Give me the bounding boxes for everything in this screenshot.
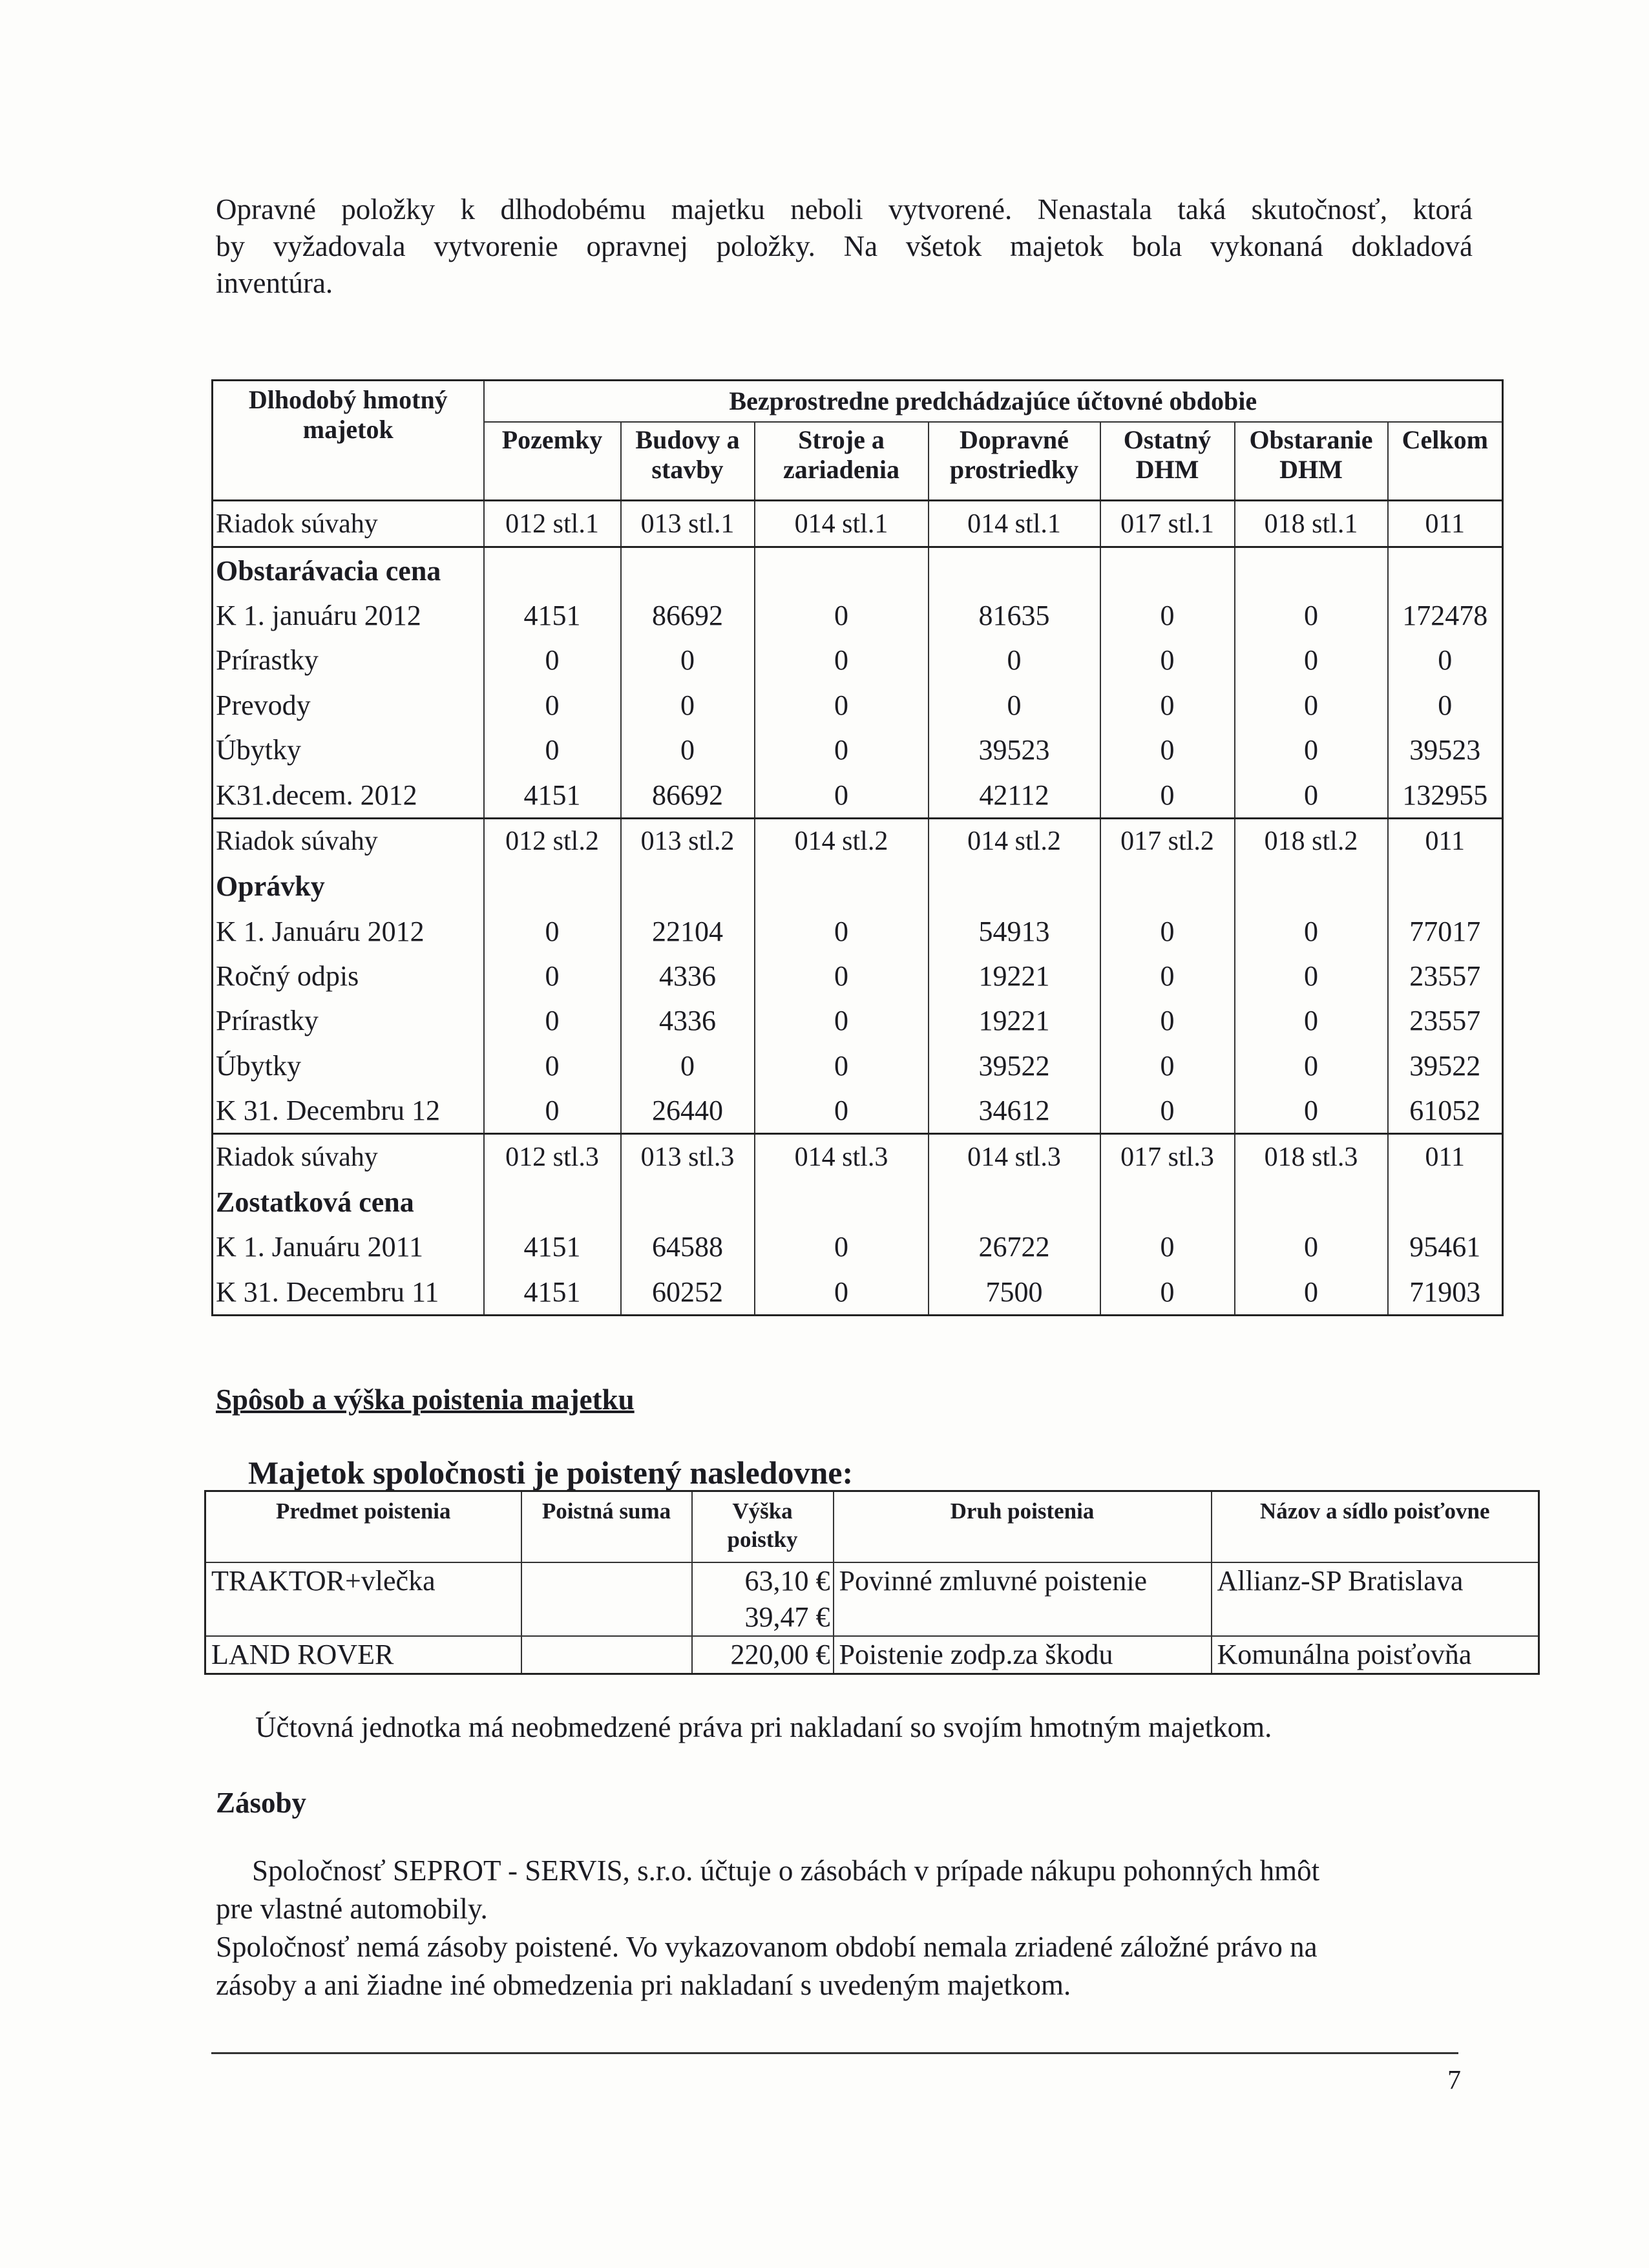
section-title: Zostatková cena (213, 1180, 484, 1224)
empty-cell (755, 1180, 929, 1224)
table-row (213, 998, 1503, 1043)
value-cell: 0 (1235, 1224, 1388, 1269)
value-cell: 22104 (621, 909, 755, 954)
balance-code: 011 (1388, 1134, 1503, 1180)
section-title-row (213, 1180, 1503, 1224)
column-header: Budovy a stavby (621, 422, 755, 501)
balance-code: 013 stl.1 (621, 501, 755, 547)
value-cell: 64588 (621, 1224, 755, 1269)
section-title-row (213, 547, 1503, 593)
value-cell: 71903 (1388, 1270, 1503, 1316)
value-cell: 4151 (484, 772, 621, 818)
balance-code: 012 stl.1 (484, 501, 621, 547)
row-label: Úbytky (213, 1044, 484, 1088)
column-header: Pozemky (484, 422, 621, 501)
footer-divider (211, 2052, 1458, 2054)
value-cell: 7500 (929, 1270, 1100, 1316)
row-label: K 1. Januáru 2011 (213, 1224, 484, 1269)
table-row (213, 683, 1503, 728)
fixed-assets-table (211, 379, 1504, 1316)
intro-line: Opravné položky k dlhodobému majetku neboli vytvorené. Nenastala taká skutočnosť, ktorá (216, 193, 1473, 226)
balance-code: 014 stl.3 (929, 1134, 1100, 1180)
row-label: Riadok súvahy (213, 818, 484, 864)
balance-code-row (213, 818, 1503, 864)
row-label: Riadok súvahy (213, 501, 484, 547)
row-label: Prírastky (213, 998, 484, 1043)
row-label: K31.decem. 2012 (213, 772, 484, 818)
value-cell: 0 (484, 683, 621, 728)
insured-subject: LAND ROVER (205, 1636, 521, 1674)
value-cell: 0 (1100, 954, 1235, 998)
empty-cell (621, 864, 755, 908)
row-label: Riadok súvahy (213, 1134, 484, 1180)
balance-code: 013 stl.2 (621, 818, 755, 864)
balance-code: 014 stl.1 (929, 501, 1100, 547)
inventory-heading: Zásoby (216, 1787, 307, 1819)
value-cell: 0 (1100, 1044, 1235, 1088)
intro-line: inventúra. (216, 267, 333, 299)
insurance-table (204, 1490, 1540, 1675)
value-cell: 0 (755, 728, 929, 772)
value-cell: 0 (755, 683, 929, 728)
empty-cell (621, 1180, 755, 1224)
value-cell: 4151 (484, 1224, 621, 1269)
value-cell: 0 (1100, 772, 1235, 818)
column-header: Názov a sídlo poisťovne (1212, 1491, 1539, 1563)
premium-value: 63,10 € (744, 1565, 830, 1597)
value-cell: 54913 (929, 909, 1100, 954)
inventory-line: zásoby a ani žiadne iné obmedzenia pri nakladaní s uvedeným majetkom. (216, 1969, 1071, 2001)
column-header: Ostatný DHM (1100, 422, 1235, 501)
value-cell: 0 (484, 998, 621, 1043)
value-cell: 19221 (929, 998, 1100, 1043)
value-cell: 0 (1235, 954, 1388, 998)
value-cell: 61052 (1388, 1088, 1503, 1134)
value-cell: 0 (484, 1088, 621, 1134)
empty-cell (484, 864, 621, 908)
empty-cell (1388, 547, 1503, 593)
value-cell: 0 (1235, 1270, 1388, 1316)
value-cell: 26440 (621, 1088, 755, 1134)
empty-cell (929, 864, 1100, 908)
balance-code: 017 stl.3 (1100, 1134, 1235, 1180)
empty-cell (929, 547, 1100, 593)
value-cell: 26722 (929, 1224, 1100, 1269)
section-title: Oprávky (213, 864, 484, 908)
balance-code: 011 (1388, 818, 1503, 864)
column-header: Predmet poistenia (205, 1491, 521, 1563)
value-cell: 0 (1100, 1270, 1235, 1316)
intro-paragraph (216, 191, 1473, 302)
insured-sum (521, 1562, 692, 1636)
value-cell: 39523 (929, 728, 1100, 772)
premium-cell (692, 1562, 834, 1636)
balance-code: 011 (1388, 501, 1503, 547)
value-cell: 0 (484, 909, 621, 954)
value-cell: 0 (929, 683, 1100, 728)
inventory-line: pre vlastné automobily. (216, 1893, 488, 1925)
value-cell: 95461 (1388, 1224, 1503, 1269)
table-row (213, 1044, 1503, 1088)
value-cell: 86692 (621, 772, 755, 818)
value-cell: 23557 (1388, 998, 1503, 1043)
value-cell: 0 (1235, 593, 1388, 638)
column-header: Stroje a zariadenia (755, 422, 929, 501)
value-cell: 0 (484, 954, 621, 998)
value-cell: 0 (1235, 683, 1388, 728)
insurance-note: Účtovná jednotka má neobmedzené práva pri nakladaní so svojím hmotným majetkom. (255, 1711, 1272, 1743)
value-cell: 0 (484, 728, 621, 772)
section-title-row (213, 864, 1503, 908)
empty-cell (484, 1180, 621, 1224)
balance-code: 014 stl.1 (755, 501, 929, 547)
balance-code: 018 stl.2 (1235, 818, 1388, 864)
empty-cell (484, 547, 621, 593)
value-cell: 0 (755, 909, 929, 954)
table-row (205, 1562, 1539, 1636)
empty-cell (1100, 864, 1235, 908)
insurance-type: Poistenie zodp.za škodu (834, 1636, 1212, 1674)
premium-cell (692, 1636, 834, 1674)
intro-line: by vyžadovala vytvorenie opravnej položky. Na všetok majetok bola vykonaná dokladová (216, 230, 1473, 262)
value-cell: 0 (1100, 638, 1235, 682)
value-cell: 0 (1235, 998, 1388, 1043)
empty-cell (1235, 547, 1388, 593)
value-cell: 0 (621, 638, 755, 682)
value-cell: 0 (755, 954, 929, 998)
row-label: Ročný odpis (213, 954, 484, 998)
balance-code: 017 stl.1 (1100, 501, 1235, 547)
value-cell: 19221 (929, 954, 1100, 998)
value-cell: 4151 (484, 1270, 621, 1316)
value-cell: 4151 (484, 593, 621, 638)
value-cell: 81635 (929, 593, 1100, 638)
value-cell: 0 (1235, 728, 1388, 772)
section-title: Obstarávacia cena (213, 547, 484, 593)
value-cell: 132955 (1388, 772, 1503, 818)
value-cell: 0 (621, 1044, 755, 1088)
row-label: K 1. januáru 2012 (213, 593, 484, 638)
row-label: Prírastky (213, 638, 484, 682)
value-cell: 0 (1235, 909, 1388, 954)
row-label: K 31. Decembru 12 (213, 1088, 484, 1134)
value-cell: 4336 (621, 998, 755, 1043)
empty-cell (755, 547, 929, 593)
column-header: Druh poistenia (834, 1491, 1212, 1563)
value-cell: 0 (1235, 772, 1388, 818)
value-cell: 0 (755, 772, 929, 818)
column-header: Obstaranie DHM (1235, 422, 1388, 501)
value-cell: 39522 (929, 1044, 1100, 1088)
inventory-paragraph (216, 1852, 1473, 2004)
insurer: Komunálna poisťovňa (1212, 1636, 1539, 1674)
value-cell: 86692 (621, 593, 755, 638)
value-cell: 0 (1100, 1088, 1235, 1134)
value-cell: 60252 (621, 1270, 755, 1316)
value-cell: 0 (1235, 1044, 1388, 1088)
value-cell: 0 (621, 728, 755, 772)
value-cell: 0 (755, 1088, 929, 1134)
table-row (213, 728, 1503, 772)
value-cell: 39522 (1388, 1044, 1503, 1088)
balance-code: 012 stl.2 (484, 818, 621, 864)
premium-value: 39,47 € (744, 1601, 830, 1633)
row-label: K 31. Decembru 11 (213, 1270, 484, 1316)
balance-code: 014 stl.2 (755, 818, 929, 864)
empty-cell (755, 864, 929, 908)
value-cell: 0 (1388, 638, 1503, 682)
table-row (213, 593, 1503, 638)
value-cell: 0 (755, 638, 929, 682)
insured-subject: TRAKTOR+vlečka (205, 1562, 521, 1636)
value-cell: 0 (755, 1270, 929, 1316)
row-label: Úbytky (213, 728, 484, 772)
table-row (213, 638, 1503, 682)
table-row (213, 772, 1503, 818)
value-cell: 0 (755, 1224, 929, 1269)
balance-code: 014 stl.3 (755, 1134, 929, 1180)
premium-value: 220,00 € (730, 1639, 830, 1670)
value-cell: 42112 (929, 772, 1100, 818)
value-cell: 0 (1100, 1224, 1235, 1269)
empty-cell (1235, 1180, 1388, 1224)
value-cell: 77017 (1388, 909, 1503, 954)
balance-code: 013 stl.3 (621, 1134, 755, 1180)
value-cell: 0 (1388, 683, 1503, 728)
table-row (213, 954, 1503, 998)
column-header: Dopravné prostriedky (929, 422, 1100, 501)
value-cell: 39523 (1388, 728, 1503, 772)
value-cell: 0 (755, 1044, 929, 1088)
inventory-line: Spoločnosť nemá zásoby poistené. Vo vykazovanom období nemala zriadené záložné právo na (216, 1931, 1318, 1963)
value-cell: 0 (484, 638, 621, 682)
insurance-heading: Spôsob a výška poistenia majetku (216, 1383, 635, 1416)
insured-sum (521, 1636, 692, 1674)
value-cell: 0 (1100, 728, 1235, 772)
column-header: Celkom (1388, 422, 1503, 501)
value-cell: 0 (1100, 593, 1235, 638)
balance-code: 017 stl.2 (1100, 818, 1235, 864)
value-cell: 0 (1100, 998, 1235, 1043)
balance-code-row (213, 1134, 1503, 1180)
value-cell: 0 (1235, 638, 1388, 682)
balance-code: 012 stl.3 (484, 1134, 621, 1180)
row-label: Prevody (213, 683, 484, 728)
insurer: Allianz-SP Bratislava (1212, 1562, 1539, 1636)
corner-header: Dlhodobý hmotný majetok (213, 381, 484, 501)
page-number: 7 (1447, 2066, 1461, 2095)
balance-code-row (213, 501, 1503, 547)
empty-cell (1100, 547, 1235, 593)
inventory-line: Spoločnosť SEPROT - SERVIS, s.r.o. účtuje o zásobách v prípade nákupu pohonných hmôt (252, 1854, 1320, 1887)
value-cell: 23557 (1388, 954, 1503, 998)
value-cell: 0 (755, 998, 929, 1043)
value-cell: 0 (621, 683, 755, 728)
value-cell: 4336 (621, 954, 755, 998)
balance-code: 018 stl.3 (1235, 1134, 1388, 1180)
row-label: K 1. Januáru 2012 (213, 909, 484, 954)
balance-code: 014 stl.2 (929, 818, 1100, 864)
empty-cell (1388, 1180, 1503, 1224)
table-row (213, 1224, 1503, 1269)
insurance-type: Povinné zmluvné poistenie (834, 1562, 1212, 1636)
value-cell: 0 (1100, 909, 1235, 954)
value-cell: 0 (1235, 1088, 1388, 1134)
value-cell: 0 (484, 1044, 621, 1088)
insurance-subheading: Majetok spoločnosti je poistený nasledovne: (248, 1454, 854, 1491)
empty-cell (929, 1180, 1100, 1224)
value-cell: 0 (755, 593, 929, 638)
table-row (213, 1270, 1503, 1316)
empty-cell (621, 547, 755, 593)
table-row (205, 1636, 1539, 1674)
empty-cell (1388, 864, 1503, 908)
table-row (213, 909, 1503, 954)
value-cell: 0 (929, 638, 1100, 682)
value-cell: 172478 (1388, 593, 1503, 638)
period-header: Bezprostredne predchádzajúce účtovné obdobie (484, 381, 1503, 423)
value-cell: 34612 (929, 1088, 1100, 1134)
value-cell: 0 (1100, 683, 1235, 728)
balance-code: 018 stl.1 (1235, 501, 1388, 547)
column-header: Výška poistky (692, 1491, 834, 1563)
table-row (213, 1088, 1503, 1134)
column-header: Poistná suma (521, 1491, 692, 1563)
empty-cell (1100, 1180, 1235, 1224)
empty-cell (1235, 864, 1388, 908)
